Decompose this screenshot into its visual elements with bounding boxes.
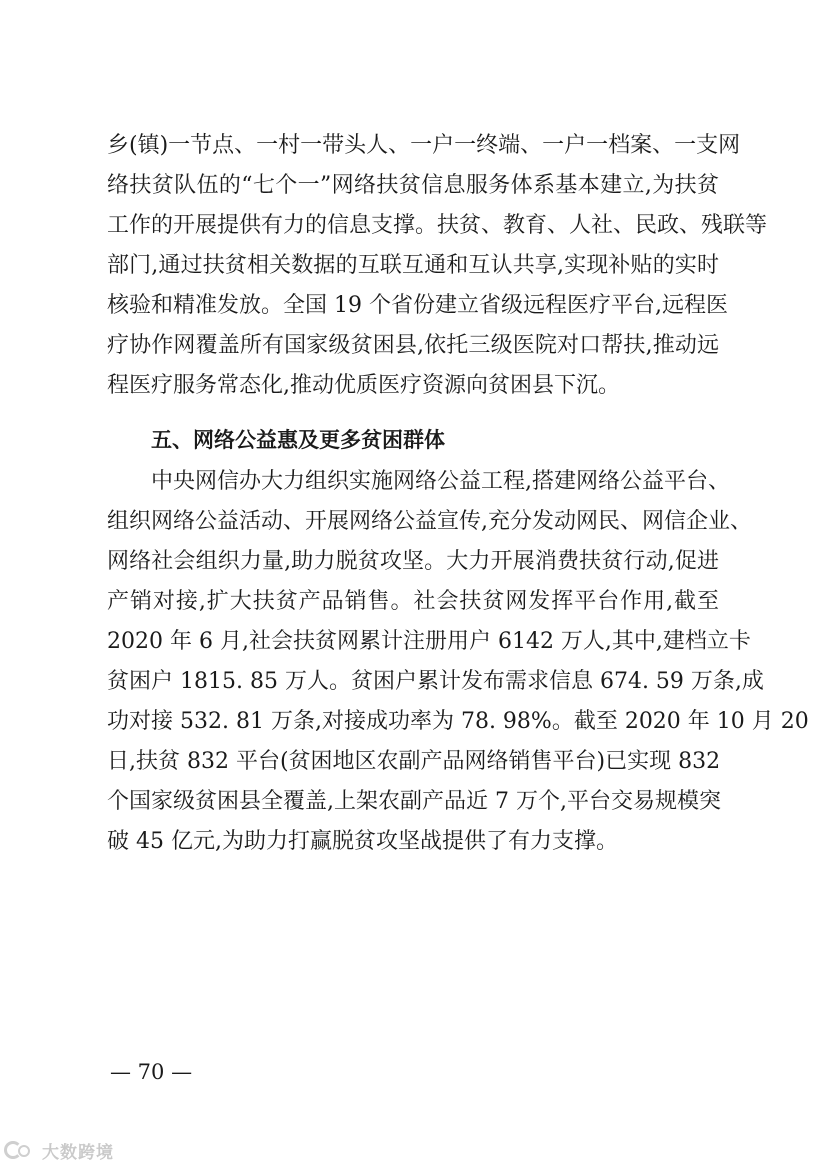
paragraph-line: 疗协作网覆盖所有国家级贫困县,依托三级医院对口帮扶,推动远 <box>107 333 719 358</box>
paragraph-line: 2020 年 6 月,社会扶贫网累计注册用户 6142 万人,其中,建档立卡 <box>107 629 751 654</box>
page-number: — 70 — <box>110 1060 193 1084</box>
paragraph-line: 核验和精准发放。全国 19 个省份建立省级远程医疗平台,远程医 <box>107 293 728 318</box>
paragraph-1 <box>107 126 768 406</box>
paragraph-line: 乡(镇)一节点、一村一带头人、一户一终端、一户一档案、一支网 <box>107 133 741 158</box>
paragraph-line: 日,扶贫 832 平台(贫困地区农副产品网络销售平台)已实现 832 <box>107 749 721 774</box>
paragraph-2 <box>107 462 809 862</box>
paragraph-line: 工作的开展提供有力的信息支撑。扶贫、教育、人社、民政、残联等 <box>107 213 768 238</box>
paragraph-line: 贫困户 1815. 85 万人。贫困户累计发布需求信息 674. 59 万条,成 <box>107 669 764 694</box>
logo-icon <box>4 1139 38 1163</box>
watermark <box>4 1138 114 1163</box>
paragraph-line: 破 45 亿元,为助力打赢脱贫攻坚战提供了有力支撑。 <box>107 829 618 854</box>
paragraph-line: 组织网络公益活动、开展网络公益宣传,充分发动网民、网信企业、 <box>107 509 752 534</box>
paragraph-line: 部门,通过扶贫相关数据的互联互通和互认共享,实现补贴的实时 <box>107 253 719 278</box>
watermark-text: 大数跨境 <box>42 1143 114 1163</box>
section-heading: 五、网络公益惠及更多贫困群体 <box>151 428 445 452</box>
paragraph-line: 网络社会组织力量,助力脱贫攻坚。大力开展消费扶贫行动,促进 <box>107 549 719 574</box>
section <box>107 420 719 460</box>
paragraph-line: 中央网信办大力组织实施网络公益工程,搭建网络公益平台、 <box>151 469 730 494</box>
paragraph-line: 络扶贫队伍的“七个一”网络扶贫信息服务体系基本建立,为扶贫 <box>107 173 719 198</box>
paragraph-line: 功对接 532. 81 万条,对接成功率为 78. 98%。截至 2020 年 10 月 20 <box>107 709 809 734</box>
paragraph-line: 程医疗服务常态化,推动优质医疗资源向贫困县下沉。 <box>107 373 620 398</box>
paragraph-line: 产销对接,扩大扶贫产品销售。社会扶贫网发挥平台作用,截至 <box>107 589 719 614</box>
paragraph-line: 个国家级贫困县全覆盖,上架农副产品近 7 万个,平台交易规模突 <box>107 789 721 814</box>
